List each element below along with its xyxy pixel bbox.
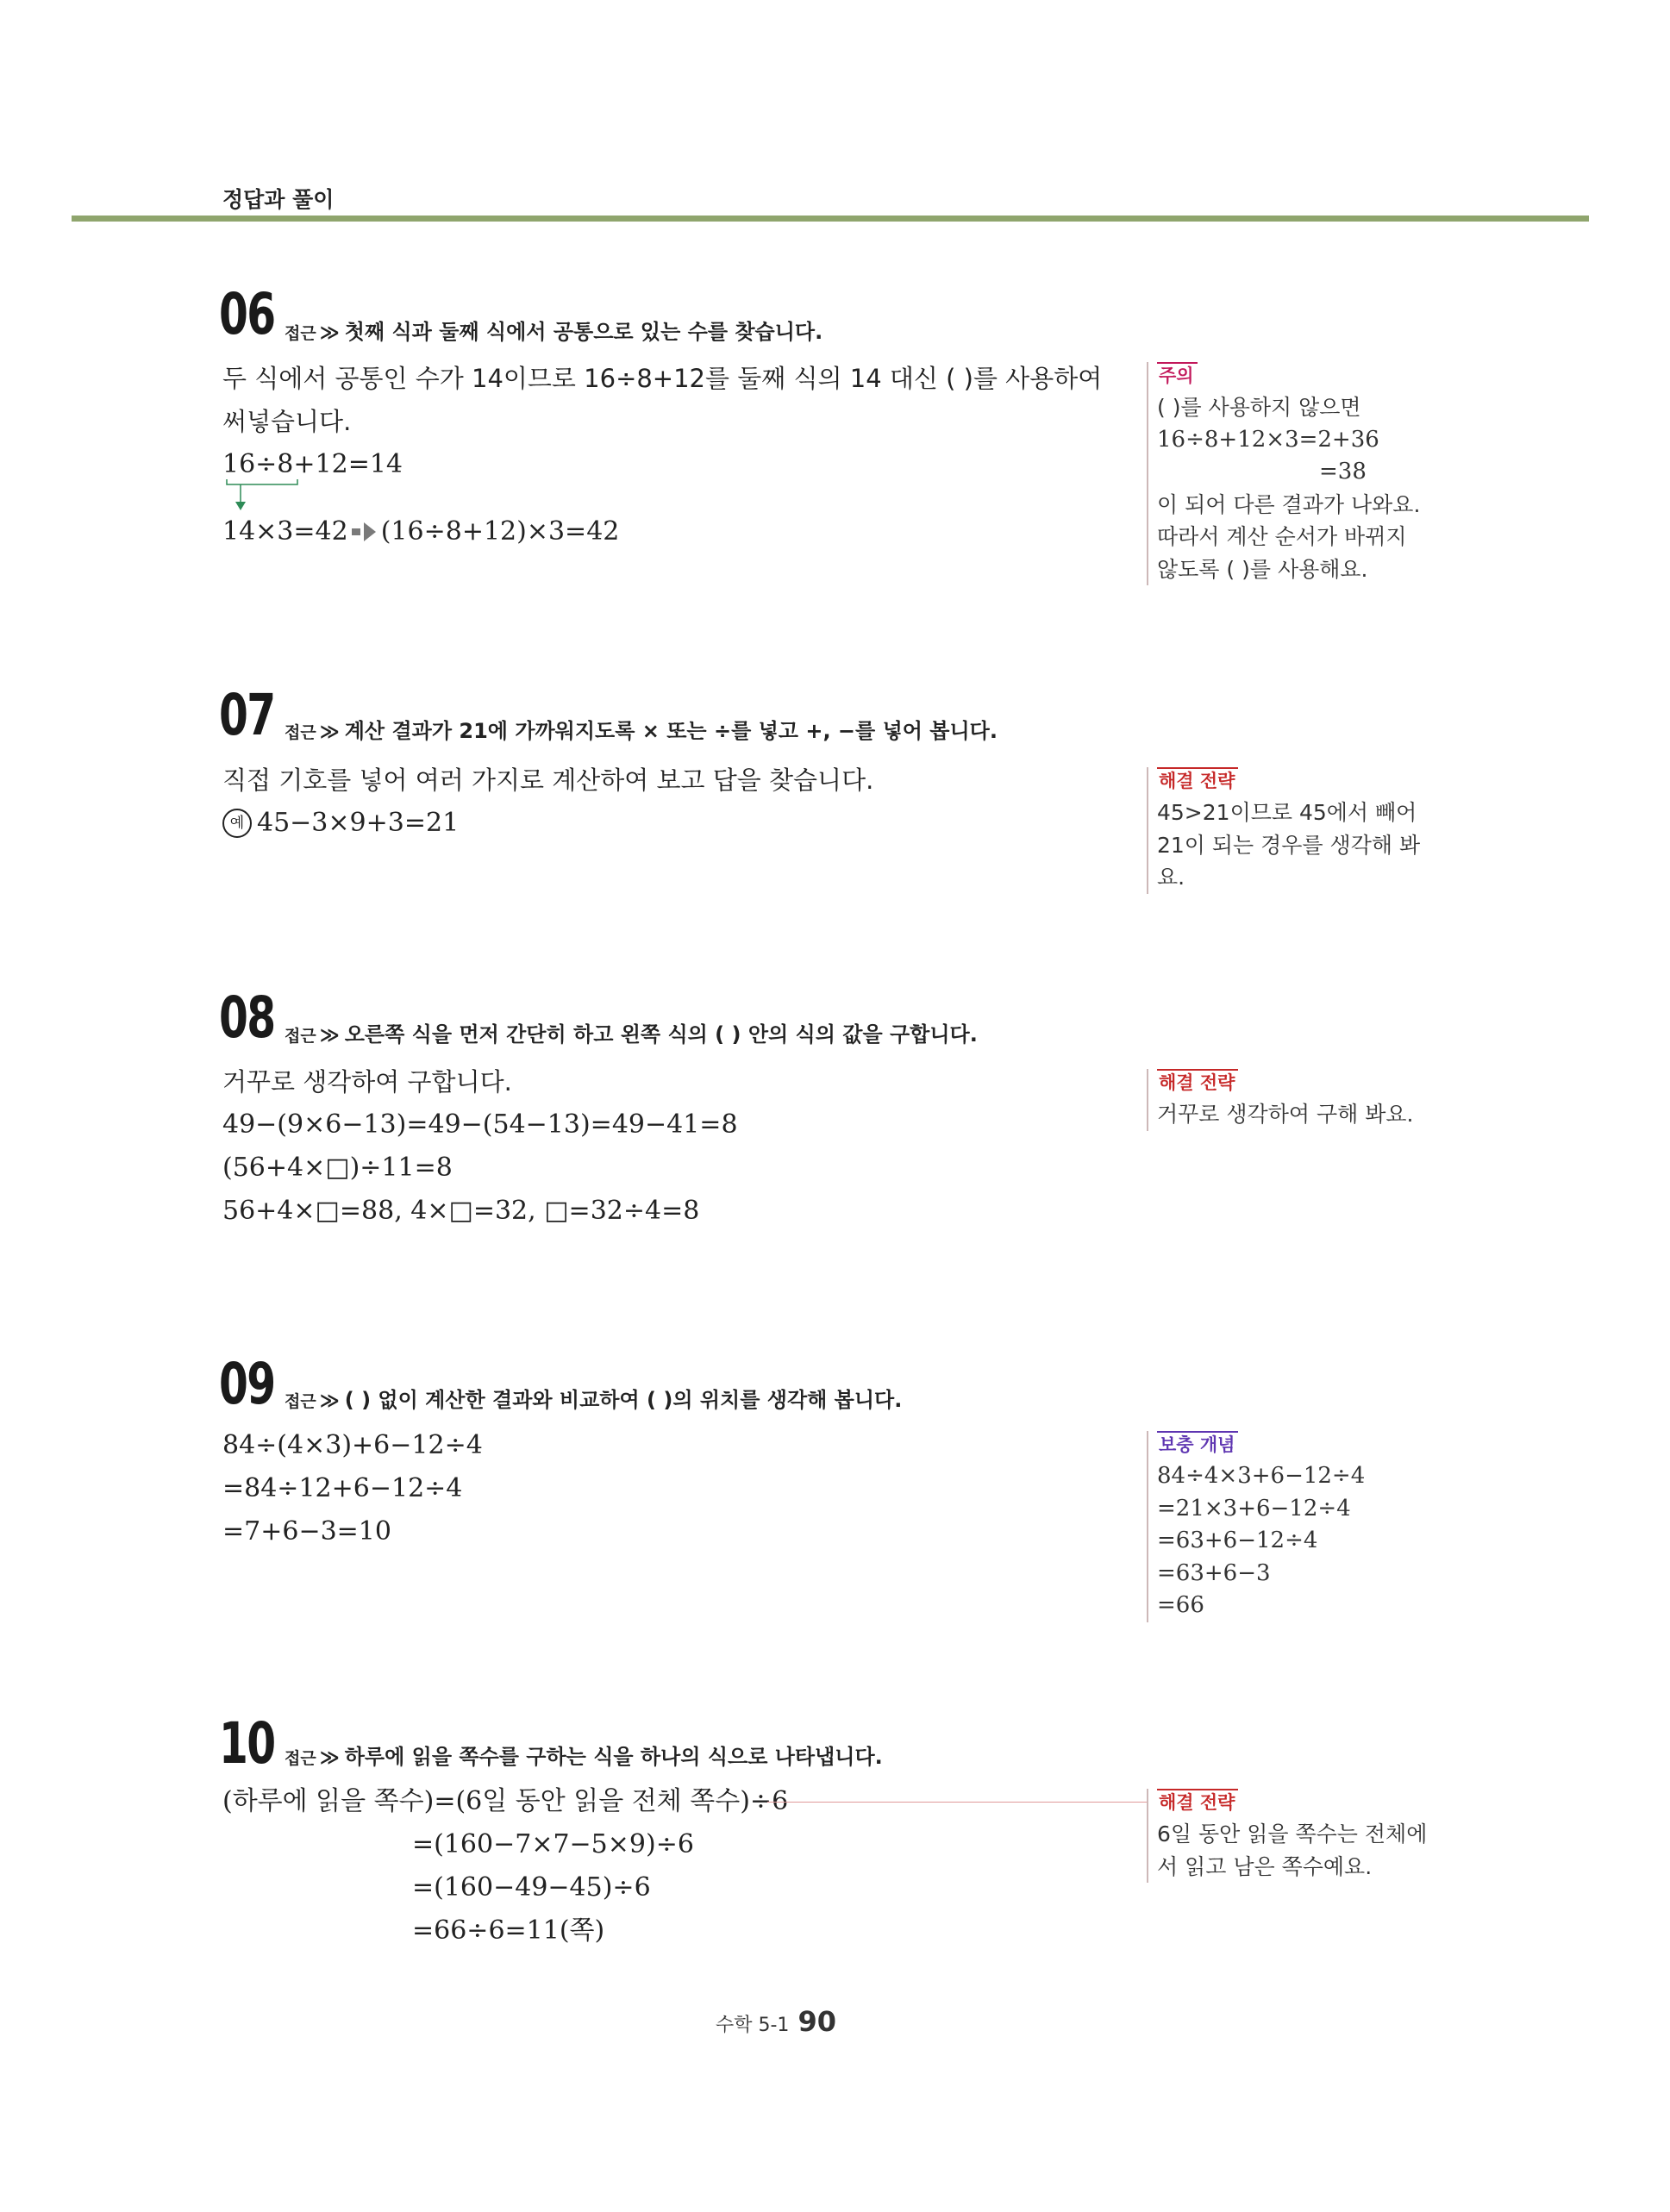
- approach-09: [285, 1383, 902, 1413]
- body-line: 두 식에서 공통인 수가 14이므로 16÷8+12를 둘째 식의 14 대신 ( )를 사용하여: [222, 364, 1103, 393]
- side-note-line: =63+6−3: [1157, 1559, 1271, 1586]
- example-mark-icon: 예: [222, 809, 252, 838]
- question-number-09: 09: [219, 1351, 275, 1417]
- side-note-strategy: [1147, 1789, 1442, 1883]
- result-left: 14×3=42: [222, 516, 348, 547]
- side-note-line: 6일 동안 읽을 쪽수는 전체에: [1157, 1821, 1428, 1846]
- approach-10: [285, 1740, 883, 1770]
- leader-line: [767, 1802, 1147, 1803]
- body-line: 49−(9×6−13)=49−(54−13)=49−41=8: [222, 1109, 738, 1140]
- side-note-line: =66: [1157, 1592, 1204, 1618]
- approach-tag: 접근: [285, 1027, 316, 1046]
- approach-07: [285, 714, 998, 744]
- body-line: (하루에 읽을 쪽수)=(6일 동안 읽을 전체 쪽수)÷6: [222, 1786, 789, 1816]
- approach-tag: 접근: [285, 1392, 316, 1411]
- question-number-06: 06: [219, 281, 275, 347]
- body-line: 84÷(4×3)+6−12÷4: [222, 1430, 483, 1460]
- body-line: =66÷6=11(쪽): [412, 1915, 605, 1946]
- arrow-right-head: [364, 522, 376, 541]
- body-line: =(160−7×7−5×9)÷6: [412, 1829, 694, 1859]
- chevrons-icon: ≫: [319, 1747, 340, 1769]
- side-note-line: 요.: [1157, 865, 1185, 890]
- chevrons-icon: ≫: [319, 1025, 340, 1047]
- result-line: [222, 510, 619, 553]
- side-note-line: 서 읽고 남은 쪽수예요.: [1157, 1853, 1373, 1879]
- approach-text: 계산 결과가 21에 가까워지도록 × 또는 ÷를 넣고 +, −를 넣어 봅니다.: [344, 719, 998, 743]
- body-line: 써넣습니다.: [222, 407, 352, 436]
- side-note-heading: 보충 개념: [1157, 1431, 1238, 1457]
- side-note-line: 84÷4×3+6−12÷4: [1157, 1463, 1366, 1489]
- side-note-heading: 해결 전략: [1157, 767, 1238, 793]
- side-note-line: 이 되어 다른 결과가 나와요.: [1157, 491, 1421, 517]
- question-number-07: 07: [219, 682, 275, 748]
- side-note-line: =63+6−12÷4: [1157, 1528, 1318, 1553]
- chevrons-icon: ≫: [319, 1390, 340, 1412]
- approach-08: [285, 1017, 978, 1047]
- side-note-line: 거꾸로 생각하여 구해 봐요.: [1157, 1102, 1414, 1127]
- body-line: 16÷8+12=14: [222, 449, 403, 479]
- header-divider: [72, 216, 1589, 222]
- approach-tag: 접근: [285, 723, 316, 742]
- connector-arrow-icon: [220, 472, 375, 516]
- side-note-line: 16÷8+12×3=2+36: [1157, 426, 1379, 453]
- side-note-strategy: [1147, 1069, 1442, 1131]
- body-line: =7+6−3=10: [222, 1516, 391, 1547]
- side-note-line: 21이 되는 경우를 생각해 봐: [1157, 832, 1421, 858]
- side-note-line: 않도록 ( )를 사용해요.: [1157, 556, 1368, 582]
- question-number-08: 08: [219, 984, 275, 1051]
- side-note-strategy: [1147, 767, 1442, 894]
- side-note-line: ( )를 사용하지 않으면: [1157, 395, 1361, 420]
- chevrons-icon: ≫: [319, 322, 340, 344]
- chevrons-icon: ≫: [319, 722, 340, 743]
- approach-text: 오른쪽 식을 먼저 간단히 하고 왼쪽 식의 ( ) 안의 식의 값을 구합니다.: [344, 1022, 978, 1047]
- question-number-10: 10: [219, 1710, 275, 1777]
- side-note-line: =38: [1319, 459, 1367, 484]
- example-line: [222, 802, 459, 845]
- side-note-line: 따라서 계산 순서가 바뀌지: [1157, 524, 1407, 549]
- body-line: (56+4×□)÷11=8: [222, 1153, 453, 1183]
- side-note-line: 45>21이므로 45에서 빼어: [1157, 800, 1417, 825]
- side-note-line: =21×3+6−12÷4: [1157, 1495, 1351, 1522]
- side-note-heading: 해결 전략: [1157, 1789, 1238, 1815]
- body-line: =(160−49−45)÷6: [412, 1872, 651, 1903]
- approach-text: 첫째 식과 둘째 식에서 공통으로 있는 수를 찾습니다.: [344, 320, 823, 344]
- approach-06: [285, 315, 822, 345]
- page-number: 90: [797, 2005, 836, 2038]
- side-note-heading: 해결 전략: [1157, 1069, 1238, 1095]
- side-note-caution: [1147, 362, 1442, 585]
- result-right: (16÷8+12)×3=42: [380, 516, 620, 547]
- page-footer: [716, 2005, 836, 2038]
- footer-subject: 수학 5-1: [716, 2015, 790, 2036]
- body-line: 56+4×□=88, 4×□=32, □=32÷4=8: [222, 1196, 700, 1226]
- approach-tag: 접근: [285, 324, 316, 343]
- approach-text: ( ) 없이 계산한 결과와 비교하여 ( )의 위치를 생각해 봅니다.: [344, 1388, 903, 1412]
- side-note-concept: [1147, 1431, 1442, 1622]
- body-line: =84÷12+6−12÷4: [222, 1473, 463, 1503]
- body-line: 직접 기호를 넣어 여러 가지로 계산하여 보고 답을 찾습니다.: [222, 765, 874, 795]
- approach-tag: 접근: [285, 1749, 316, 1768]
- side-note-heading: 주의: [1157, 362, 1198, 388]
- page-header-title: 정답과 풀이: [222, 187, 335, 212]
- body-line: 거꾸로 생각하여 구합니다.: [222, 1067, 512, 1097]
- approach-text: 하루에 읽을 쪽수를 구하는 식을 하나의 식으로 나타냅니다.: [344, 1745, 883, 1769]
- arrow-right-icon: [352, 528, 360, 535]
- example-expression: 45−3×9+3=21: [257, 808, 460, 838]
